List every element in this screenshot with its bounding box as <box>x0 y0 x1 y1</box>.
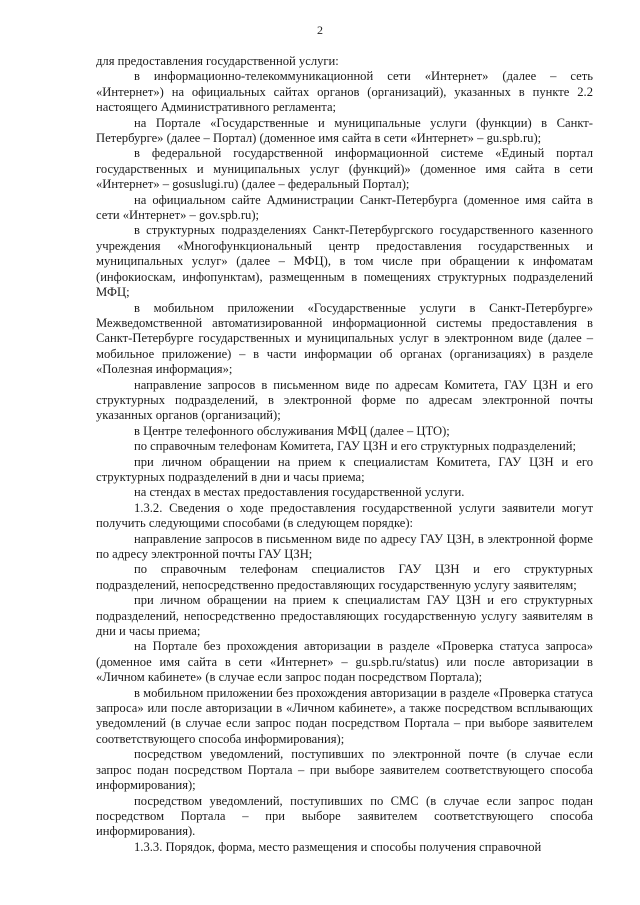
paragraph: посредством уведомлений, поступивших по электронной почте (в случае если запрос подан посредством Портала – при выборе заявителем соответствующего способа информирования); <box>96 747 593 793</box>
paragraph: по справочным телефонам специалистов ГАУ ЦЗН и его структурных подразделений, непосредственно предоставляющих государственную услугу заявителям; <box>96 562 593 592</box>
paragraph: по справочным телефонам Комитета, ГАУ ЦЗН и его структурных подразделений; <box>134 439 576 454</box>
paragraph: при личном обращении на прием к специалистам Комитета, ГАУ ЦЗН и его структурных подразделений в дни и часы приема; <box>96 454 593 484</box>
paragraph: направление запросов в письменном виде по адресу ГАУ ЦЗН, в электронной форме по адресу электронной почты ГАУ ЦЗН; <box>96 531 593 561</box>
section-paragraph: 1.3.3. Порядок, форма, место размещения и способы получения справочной <box>134 839 542 854</box>
paragraph: в мобильном приложении «Государственные услуги в Санкт-Петербурге» Межведомственной автоматизированной информационной системы предоставления в Санкт-Петербурге государственных и муниципальных услуг в электронном виде (далее – мобильное приложение) – в части информации об органах (организациях) в разделе «Полезная информация»; <box>96 300 593 377</box>
paragraph: на Портале «Государственные и муниципальные услуги (функции) в Санкт-Петербурге» (далее – Портал) (доменное имя сайта в сети «Интернет» – gu.spb.ru); <box>96 115 593 146</box>
document-body <box>96 54 593 855</box>
paragraph: при личном обращении на прием к специалистам ГАУ ЦЗН и его структурных подразделений, непосредственно предоставляющих государственную услугу заявителям в дни и часы приема; <box>96 593 593 639</box>
paragraph: в федеральной государственной информационной системе «Единый портал государственных и муниципальных услуг (функций)» (доменное имя сайта в сети «Интернет» – gosuslugi.ru) (далее – федеральный Портал); <box>96 146 593 192</box>
paragraph: в мобильном приложении без прохождения авторизации в разделе «Проверка статуса запроса» или после авторизации в «Личном кабинете», а также посредством всплывающих уведомлений (в случае если запрос подан посредством Портала – при выборе заявителем соответствующего способа информирования); <box>96 685 593 746</box>
paragraph: посредством уведомлений, поступивших по СМС (в случае если запрос подан посредством Портала – при выборе заявителем соответствующего способа информирования). <box>96 793 593 839</box>
section-paragraph: 1.3.2. Сведения о ходе предоставления государственной услуги заявители могут получить следующими способами (в следующем порядке): <box>96 500 593 531</box>
paragraph: направление запросов в письменном виде по адресам Комитета, ГАУ ЦЗН и его структурных подразделений, в электронной форме по адресам электронной почты указанных органов (организаций); <box>96 377 593 423</box>
paragraph: в Центре телефонного обслуживания МФЦ (далее – ЦТО); <box>134 423 450 438</box>
paragraph: на стендах в местах предоставления государственной услуги. <box>134 485 465 500</box>
paragraph: на Портале без прохождения авторизации в разделе «Проверка статуса запроса» (доменное имя сайта в сети «Интернет» – gu.spb.ru/status) или после авторизации в «Личном кабинете» (в случае если запрос подан посредством Портала); <box>96 639 593 685</box>
paragraph: в структурных подразделениях Санкт-Петербургского государственного казенного учреждения «Многофункциональный центр предоставления государственных и муниципальных услуг» (далее – МФЦ), в том числе при обращении к инфоматам (инфокиоскам, инфопунктам), размещенным в помещениях структурных подразделений МФЦ; <box>96 223 593 300</box>
paragraph: в информационно-телекоммуникационной сети «Интернет» (далее – сеть «Интернет») на официальных сайтах органов (организаций), указанных в пункте 2.2 настоящего Административного регламента; <box>96 69 593 115</box>
paragraph: для предоставления государственной услуги: <box>96 54 339 68</box>
page-number: 2 <box>317 23 323 37</box>
paragraph: на официальном сайте Администрации Санкт-Петербурга (доменное имя сайта в сети «Интернет» – gov.spb.ru); <box>96 192 593 223</box>
